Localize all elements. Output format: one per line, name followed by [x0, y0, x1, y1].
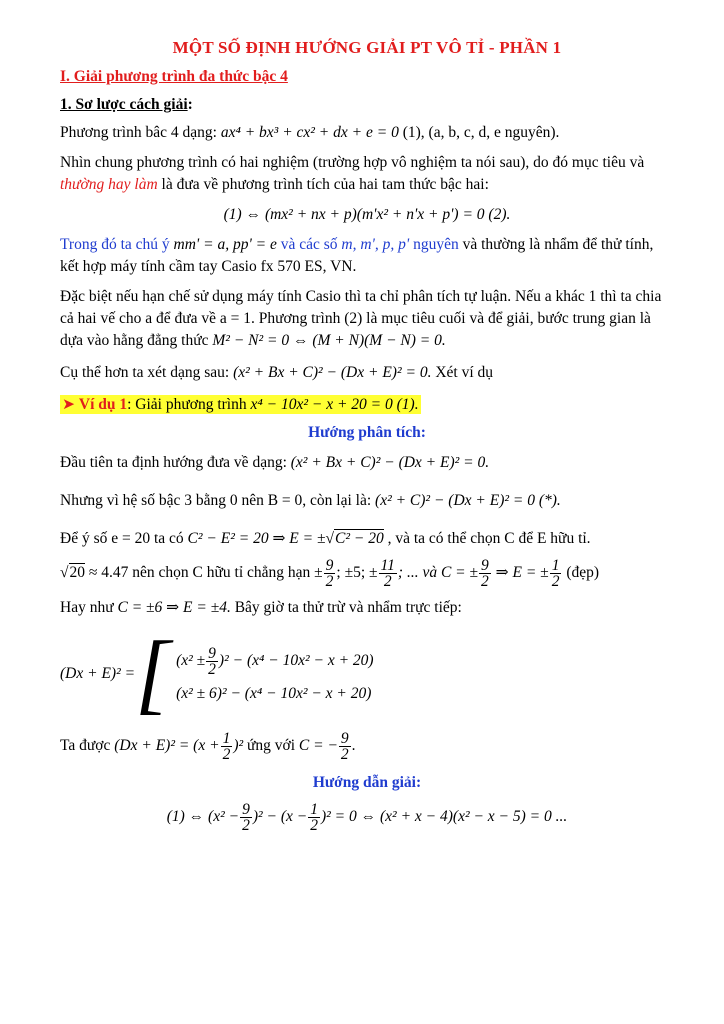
equation-2: (1) ⇔ (mx² + nx + p)(m'x² + n'x + p') = 0 (2). [223, 206, 511, 223]
document-page [60, 38, 674, 841]
equation: ax⁴ + bx³ + cx² + dx + e = 0 [220, 124, 399, 141]
example-1: ➤ Ví dụ 1: Giải phương trình x⁴ − 10x² − x + 20 = 0 (1). [62, 396, 419, 413]
analysis-5: Hay như C = ±6 ⇒ E = ±4. Bây giờ ta thử trừ và nhẩm trực tiếp: [60, 599, 462, 616]
subsection-heading: 1. Sơ lược cách giải: [60, 96, 193, 113]
analysis-2: Nhưng vì hệ số bậc 3 bằng 0 nên B = 0, còn lại là: (x² + C)² − (Dx + E)² = 0 (*). [60, 492, 561, 509]
heading-solution: Hướng dẫn giải: [312, 774, 422, 791]
section-heading: I. Giải phương trình đa thức bậc 4 [60, 68, 288, 85]
page-title: MỘT SỐ ĐỊNH HƯỚNG GIẢI PT VÔ TỈ - PHẦN 1 [172, 38, 562, 57]
analysis-1: Đầu tiên ta định hướng đưa về dạng: (x² + Bx + C)² − (Dx + E)² = 0. [60, 454, 490, 471]
paragraph-special: Đặc biệt nếu hạn chế sử dụng máy tính Casio thì ta chỉ phân tích tự luận. Nếu a khác 1 thì ta chia cả hai vế cho a để đưa về a = 1. Phương trình (2) là mục tiêu cuối và để giải, bước trung gian là dựa vào hằng đẳng thức M² − N² = 0 ⇔ (M + N)(M − N) = 0. [60, 288, 662, 349]
paragraph-form: Phương trình bâc 4 dạng: ax⁴ + bx³ + cx² + dx + e = 0 (1), (a, b, c, d, e nguyên). [60, 124, 560, 141]
case-row-1: (x² ± $\frac{9}{2}$ )² − (x⁴ − 10x² − x + 20) [176, 644, 374, 678]
arrow-icon: ➤ [62, 396, 75, 413]
case-row-2: (x² ± 6)² − (x⁴ − 10x² − x + 20) [176, 684, 372, 702]
paragraph-goal: Nhìn chung phương trình có hai nghiệm (trường hợp vô nghiệm ta nói sau), do đó mục tiêu và thường hay làm là đưa về phương trình tích của hai tam thức bậc hai: [60, 154, 645, 193]
analysis-3: Để ý số e = 20 ta có C² − E² = 20 ⇒ E = ±√C² − 20 , và ta có thể chọn C để E hữu tỉ. [60, 530, 591, 547]
heading-analysis: Hướng phân tích: [308, 424, 426, 441]
paragraph-form2: Cụ thể hơn ta xét dạng sau: (x² + Bx + C)² − (Dx + E)² = 0. Xét ví dụ [60, 364, 494, 381]
cases-block: (Dx + E)² = [ (x² ± $\frac{9}{2}$ )² − (x⁴ − 10x² − x + 20) (x² ± 6)² − (x⁴ − 10x² − x + 20) [60, 624, 374, 723]
result: Ta được (Dx + E)² = (x + $\frac{1}{2}$ )² ứng với C = − $\frac{9}{2}$ . [60, 730, 356, 763]
analysis-4: √20 ≈ 4.47 nên chọn C hữu tỉ chẳng hạn ± $\frac{9}{2}$ ; ±5; ± $\frac{11}{2}$ ; ... và C = ± $\frac{9}{2}$ ⇒ E = ± $\frac{1}{2}$ (đẹp) [60, 557, 600, 590]
paragraph-note: Trong đó ta chú ý mm' = a, pp' = e và các số m, m', p, p' nguyên và thường là nhẩm để thử tính, kết hợp máy tính cầm tay Casio fx 570 ES, VN. [60, 236, 654, 275]
solution-equation: (1) ⇔ (x² − $\frac{9}{2}$ )² − (x − $\frac{1}{2}$ )² = 0 ⇔ (x² + x − 4)(x² − x − 5) = 0 ... [166, 801, 568, 834]
